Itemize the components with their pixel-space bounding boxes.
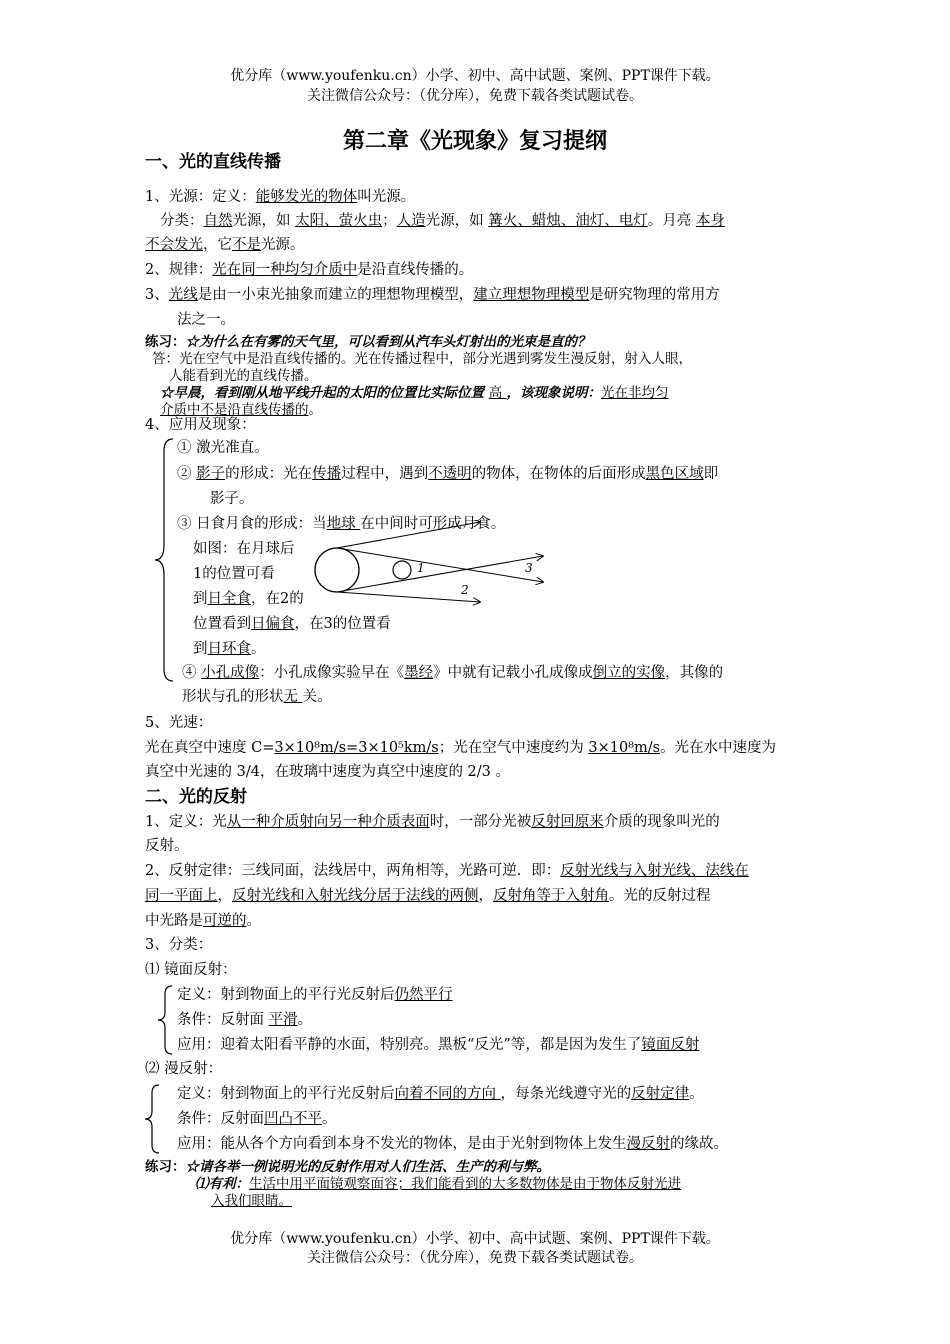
text: 。光在水中速度为 bbox=[660, 740, 777, 756]
text: 。 bbox=[322, 1111, 337, 1127]
diffuse-reflection-heading: ⑵ 漫反射： bbox=[145, 1061, 223, 1077]
text-underlined: 自然 bbox=[203, 213, 233, 229]
answer-underlined: 介质中不是沿直线传播的 bbox=[160, 402, 309, 418]
text: 叫光源。 bbox=[357, 189, 416, 205]
m2-application bbox=[177, 1133, 728, 1155]
text-underlined: 光线 bbox=[168, 287, 198, 303]
text-underlined: 不是 bbox=[232, 237, 261, 253]
answer-underlined: 入我们眼睛。 bbox=[211, 1193, 292, 1209]
answer-underlined: 高 bbox=[488, 385, 507, 401]
text: ④ bbox=[182, 665, 202, 681]
s1-p8: 5、光速： bbox=[145, 715, 213, 731]
text-underlined: 太阳、萤火虫 bbox=[295, 213, 383, 229]
text-underlined: 反射角等于入射角 bbox=[493, 888, 609, 904]
text: 是研究物理的常用方 bbox=[589, 287, 720, 303]
app-1: ① 激光准直。 bbox=[177, 440, 269, 456]
header-line-2: 关注微信公众号：（优分库），免费下载各类试题试卷。 bbox=[307, 88, 643, 104]
text-underlined: 黑色区域 bbox=[645, 466, 704, 482]
text: 条件：反射面 bbox=[177, 1111, 264, 1127]
text-underlined: 本身 bbox=[695, 213, 725, 229]
text: 。 bbox=[251, 641, 266, 657]
exercise-question: ，该现象说明： bbox=[506, 385, 601, 401]
text: 分类： bbox=[160, 213, 204, 229]
figure-caption-1: 如图：在月球后 bbox=[193, 541, 295, 557]
text-underlined: 日全食 bbox=[207, 591, 251, 607]
s1-p9 bbox=[145, 737, 776, 759]
text-underlined: 反射光线和入射光线分居于法线的两侧 bbox=[232, 888, 479, 904]
text: 的缘故。 bbox=[670, 1136, 728, 1152]
text: ， bbox=[478, 888, 493, 904]
text-underlined: 人造 bbox=[396, 213, 426, 229]
text: 光源，如 bbox=[425, 213, 489, 229]
s1-p2 bbox=[160, 210, 725, 232]
text-underlined: 光在同一种均匀介质中 bbox=[212, 262, 358, 278]
text: 过程中，遇到 bbox=[341, 466, 429, 482]
figure-caption-5 bbox=[193, 638, 266, 660]
text-underlined: 平滑 bbox=[268, 1012, 298, 1028]
text-underlined: 从一种介质射向另一种介质表面 bbox=[226, 814, 430, 830]
s1-p4 bbox=[145, 259, 473, 281]
text: 定义：射到物面上的平行光反射后 bbox=[177, 1086, 395, 1102]
text: 位置看到 bbox=[193, 616, 251, 632]
text-underlined: 影子 bbox=[196, 466, 226, 482]
text: ③ 日食月食的形成：当 bbox=[177, 516, 327, 532]
text: 2、规律： bbox=[145, 262, 213, 278]
s1-p10: 真空中光速的 3/4，在玻璃中速度为真空中速度的 2/3 。 bbox=[145, 764, 510, 780]
text: ：小孔成像实验早在《 bbox=[259, 665, 405, 681]
app-2b: 影子。 bbox=[210, 491, 254, 507]
s1-p5 bbox=[145, 284, 720, 306]
text-underlined: 小孔成像 bbox=[201, 665, 260, 681]
eclipse-diagram bbox=[305, 520, 555, 630]
text: 介质的现象叫光的 bbox=[603, 814, 720, 830]
m2-condition bbox=[177, 1108, 337, 1130]
text: 是由一小束光抽象而建立的理想物理模型， bbox=[197, 287, 474, 303]
text: 即 bbox=[703, 466, 719, 482]
label-2: 2 bbox=[461, 583, 469, 597]
text-underlined: 向着不同的方向 bbox=[394, 1086, 501, 1102]
text-underlined: 3×10⁸m/s=3×10⁵km/s bbox=[274, 740, 439, 756]
app-4b bbox=[182, 686, 332, 708]
text-underlined: 不会发光 bbox=[145, 237, 203, 253]
figure-caption-2: 1的位置可看 bbox=[193, 566, 275, 582]
text: ； bbox=[382, 213, 397, 229]
text: 光源，如 bbox=[232, 213, 296, 229]
exercise-label: 练习： bbox=[145, 1159, 186, 1175]
text-underlined: 日偏食 bbox=[251, 616, 295, 632]
text: 是沿直线传播的。 bbox=[357, 262, 474, 278]
text: 到 bbox=[193, 641, 208, 657]
text-underlined: 传播 bbox=[312, 466, 342, 482]
text: 条件：反射面 bbox=[177, 1012, 269, 1028]
text: 光在真空中速度 C= bbox=[145, 740, 275, 756]
text: 的形成：光在 bbox=[225, 466, 313, 482]
exercise-question: ☆为什么在有雾的天气里，可以看到从汽车头灯射出的光束是直的？ bbox=[185, 334, 591, 350]
s2-p4 bbox=[145, 885, 711, 907]
section-2-heading: 二、光的反射 bbox=[145, 787, 247, 807]
text-underlined: 倒立的实像 bbox=[592, 665, 666, 681]
text-underlined: 可逆的 bbox=[203, 913, 247, 929]
text-underlined: 漫反射 bbox=[626, 1136, 670, 1152]
text: ，每条光线遵守光的 bbox=[500, 1086, 632, 1102]
text-underlined: 不透明 bbox=[428, 466, 472, 482]
app-2 bbox=[177, 463, 718, 485]
text-underlined: 3×10⁸m/s bbox=[588, 740, 661, 756]
text: 3、 bbox=[145, 287, 169, 303]
s1-p1 bbox=[145, 186, 415, 208]
s1-p6: 法之一。 bbox=[177, 312, 235, 328]
text-underlined: 建立理想物理模型 bbox=[473, 287, 590, 303]
label-1: 1 bbox=[417, 561, 425, 575]
text-underlined: 镜面反射 bbox=[641, 1037, 700, 1053]
text: 2、反射定律：三线同面，法线居中，两角相等，光路可逆．即： bbox=[145, 863, 561, 879]
text: 光源。 bbox=[261, 237, 305, 253]
answer-underlined: 生活中用平面镜观察面容；我们能看到的大多数物体是由于物体反射光进 bbox=[249, 1176, 681, 1192]
text: ，在3的位置看 bbox=[294, 616, 391, 632]
curly-brace-icon bbox=[153, 437, 175, 683]
m1-definition bbox=[177, 984, 453, 1006]
s2-p2: 反射。 bbox=[145, 838, 189, 854]
section-1-heading: 一、光的直线传播 bbox=[145, 152, 281, 172]
text-underlined: 凹凸不平 bbox=[264, 1111, 322, 1127]
exercise-3-answer-b bbox=[211, 1190, 292, 1212]
page-title: 第二章《光现象》复习提纲 bbox=[342, 129, 607, 154]
figure-caption-3 bbox=[193, 588, 304, 610]
text: 中光路是 bbox=[145, 913, 203, 929]
s2-p6: 3、分类： bbox=[145, 937, 213, 953]
text: 定义：射到物面上的平行光反射后 bbox=[177, 987, 395, 1003]
text: 形状与孔的形状 bbox=[182, 689, 284, 705]
text: 的物体，在物体的后面形成 bbox=[471, 466, 646, 482]
footer-line-2: 关注微信公众号：（优分库），免费下载各类试题试卷。 bbox=[307, 1250, 643, 1266]
text: 。 bbox=[246, 913, 261, 929]
text-underlined: 反射定律 bbox=[631, 1086, 690, 1102]
text-underlined: 墨经 bbox=[404, 665, 434, 681]
text-underlined: 无 bbox=[283, 689, 303, 705]
curly-brace-icon bbox=[156, 984, 174, 1056]
text: ；光在空气中速度约为 bbox=[438, 740, 589, 756]
s1-p3 bbox=[145, 234, 305, 256]
text: 时，一部分光被 bbox=[429, 814, 532, 830]
app-4 bbox=[182, 662, 723, 684]
exercise-question: ☆请各举一例说明光的反射作用对人们生活、生产的利与弊。 bbox=[185, 1159, 550, 1175]
text: 到 bbox=[193, 591, 208, 607]
text: 1、定义：光 bbox=[145, 814, 227, 830]
text: 1、光源：定义： bbox=[145, 189, 256, 205]
m2-definition bbox=[177, 1083, 704, 1105]
text-underlined: 反射光线与入射光线、法线在 bbox=[560, 863, 749, 879]
text: 应用：迎着太阳看平静的水面，特别亮。黑板“反光”等，都是因为发生了 bbox=[177, 1037, 642, 1053]
text: 关。 bbox=[302, 689, 332, 705]
text: 。 bbox=[297, 1012, 313, 1028]
m1-condition bbox=[177, 1009, 312, 1031]
sun-circle bbox=[315, 548, 359, 592]
text: 。 bbox=[308, 402, 322, 418]
text-underlined: 反射回原来 bbox=[531, 814, 604, 830]
text: 》中就有记载小孔成像成 bbox=[433, 665, 593, 681]
text: ， bbox=[217, 888, 232, 904]
text-underlined: 能够发光的物体 bbox=[255, 189, 358, 205]
label-3: 3 bbox=[525, 561, 533, 575]
s2-p3 bbox=[145, 860, 749, 882]
curly-brace-icon bbox=[143, 1083, 161, 1155]
text: ，在2的 bbox=[251, 591, 304, 607]
text-underlined: 地球 bbox=[326, 516, 361, 532]
moon-circle bbox=[393, 561, 411, 579]
footer-line-1: 优分库（www.youfenku.cn）小学、初中、高中试题、案例、PPT课件下载。 bbox=[230, 1231, 720, 1247]
text-underlined: 篝火、蜡烛、油灯、电灯 bbox=[488, 213, 648, 229]
text: ，它 bbox=[203, 237, 232, 253]
mirror-reflection-heading: ⑴ 镜面反射： bbox=[145, 962, 237, 978]
text: 在中间时可形成月食。 bbox=[360, 516, 506, 532]
s2-p1 bbox=[145, 811, 720, 833]
text: 应用：能从各个方向看到本身不发光的物体，是由于光射到物体上发生 bbox=[177, 1136, 627, 1152]
answer-label: ⑴有利： bbox=[195, 1176, 249, 1192]
exercise-question: ☆早晨，看到刚从地平线升起的太阳的位置比实际位置 bbox=[160, 385, 489, 401]
exercise-label: 练习： bbox=[145, 334, 186, 350]
text: 。光的反射过程 bbox=[609, 888, 711, 904]
text: ，其像的 bbox=[665, 665, 724, 681]
text: 。 bbox=[689, 1086, 704, 1102]
s1-p7: 4、应用及现象： bbox=[145, 417, 256, 433]
answer-line-1: 答：光在空气中是沿直线传播的。光在传播过程中，部分光遇到雾发生漫反射，射入人眼， bbox=[152, 351, 692, 367]
answer-line-2: 人能看到光的直线传播。 bbox=[169, 368, 318, 384]
text-underlined: 同一平面上 bbox=[145, 888, 218, 904]
text: 。月亮 bbox=[647, 213, 696, 229]
text: ② bbox=[177, 466, 197, 482]
text-underlined: 仍然平行 bbox=[394, 987, 453, 1003]
m1-application bbox=[177, 1034, 699, 1056]
answer-underlined: 光在非均匀 bbox=[601, 385, 669, 401]
text-underlined: 日环食 bbox=[207, 641, 251, 657]
s2-p5 bbox=[145, 910, 261, 932]
header-line-1: 优分库（www.youfenku.cn）小学、初中、高中试题、案例、PPT课件下载。 bbox=[230, 68, 720, 84]
